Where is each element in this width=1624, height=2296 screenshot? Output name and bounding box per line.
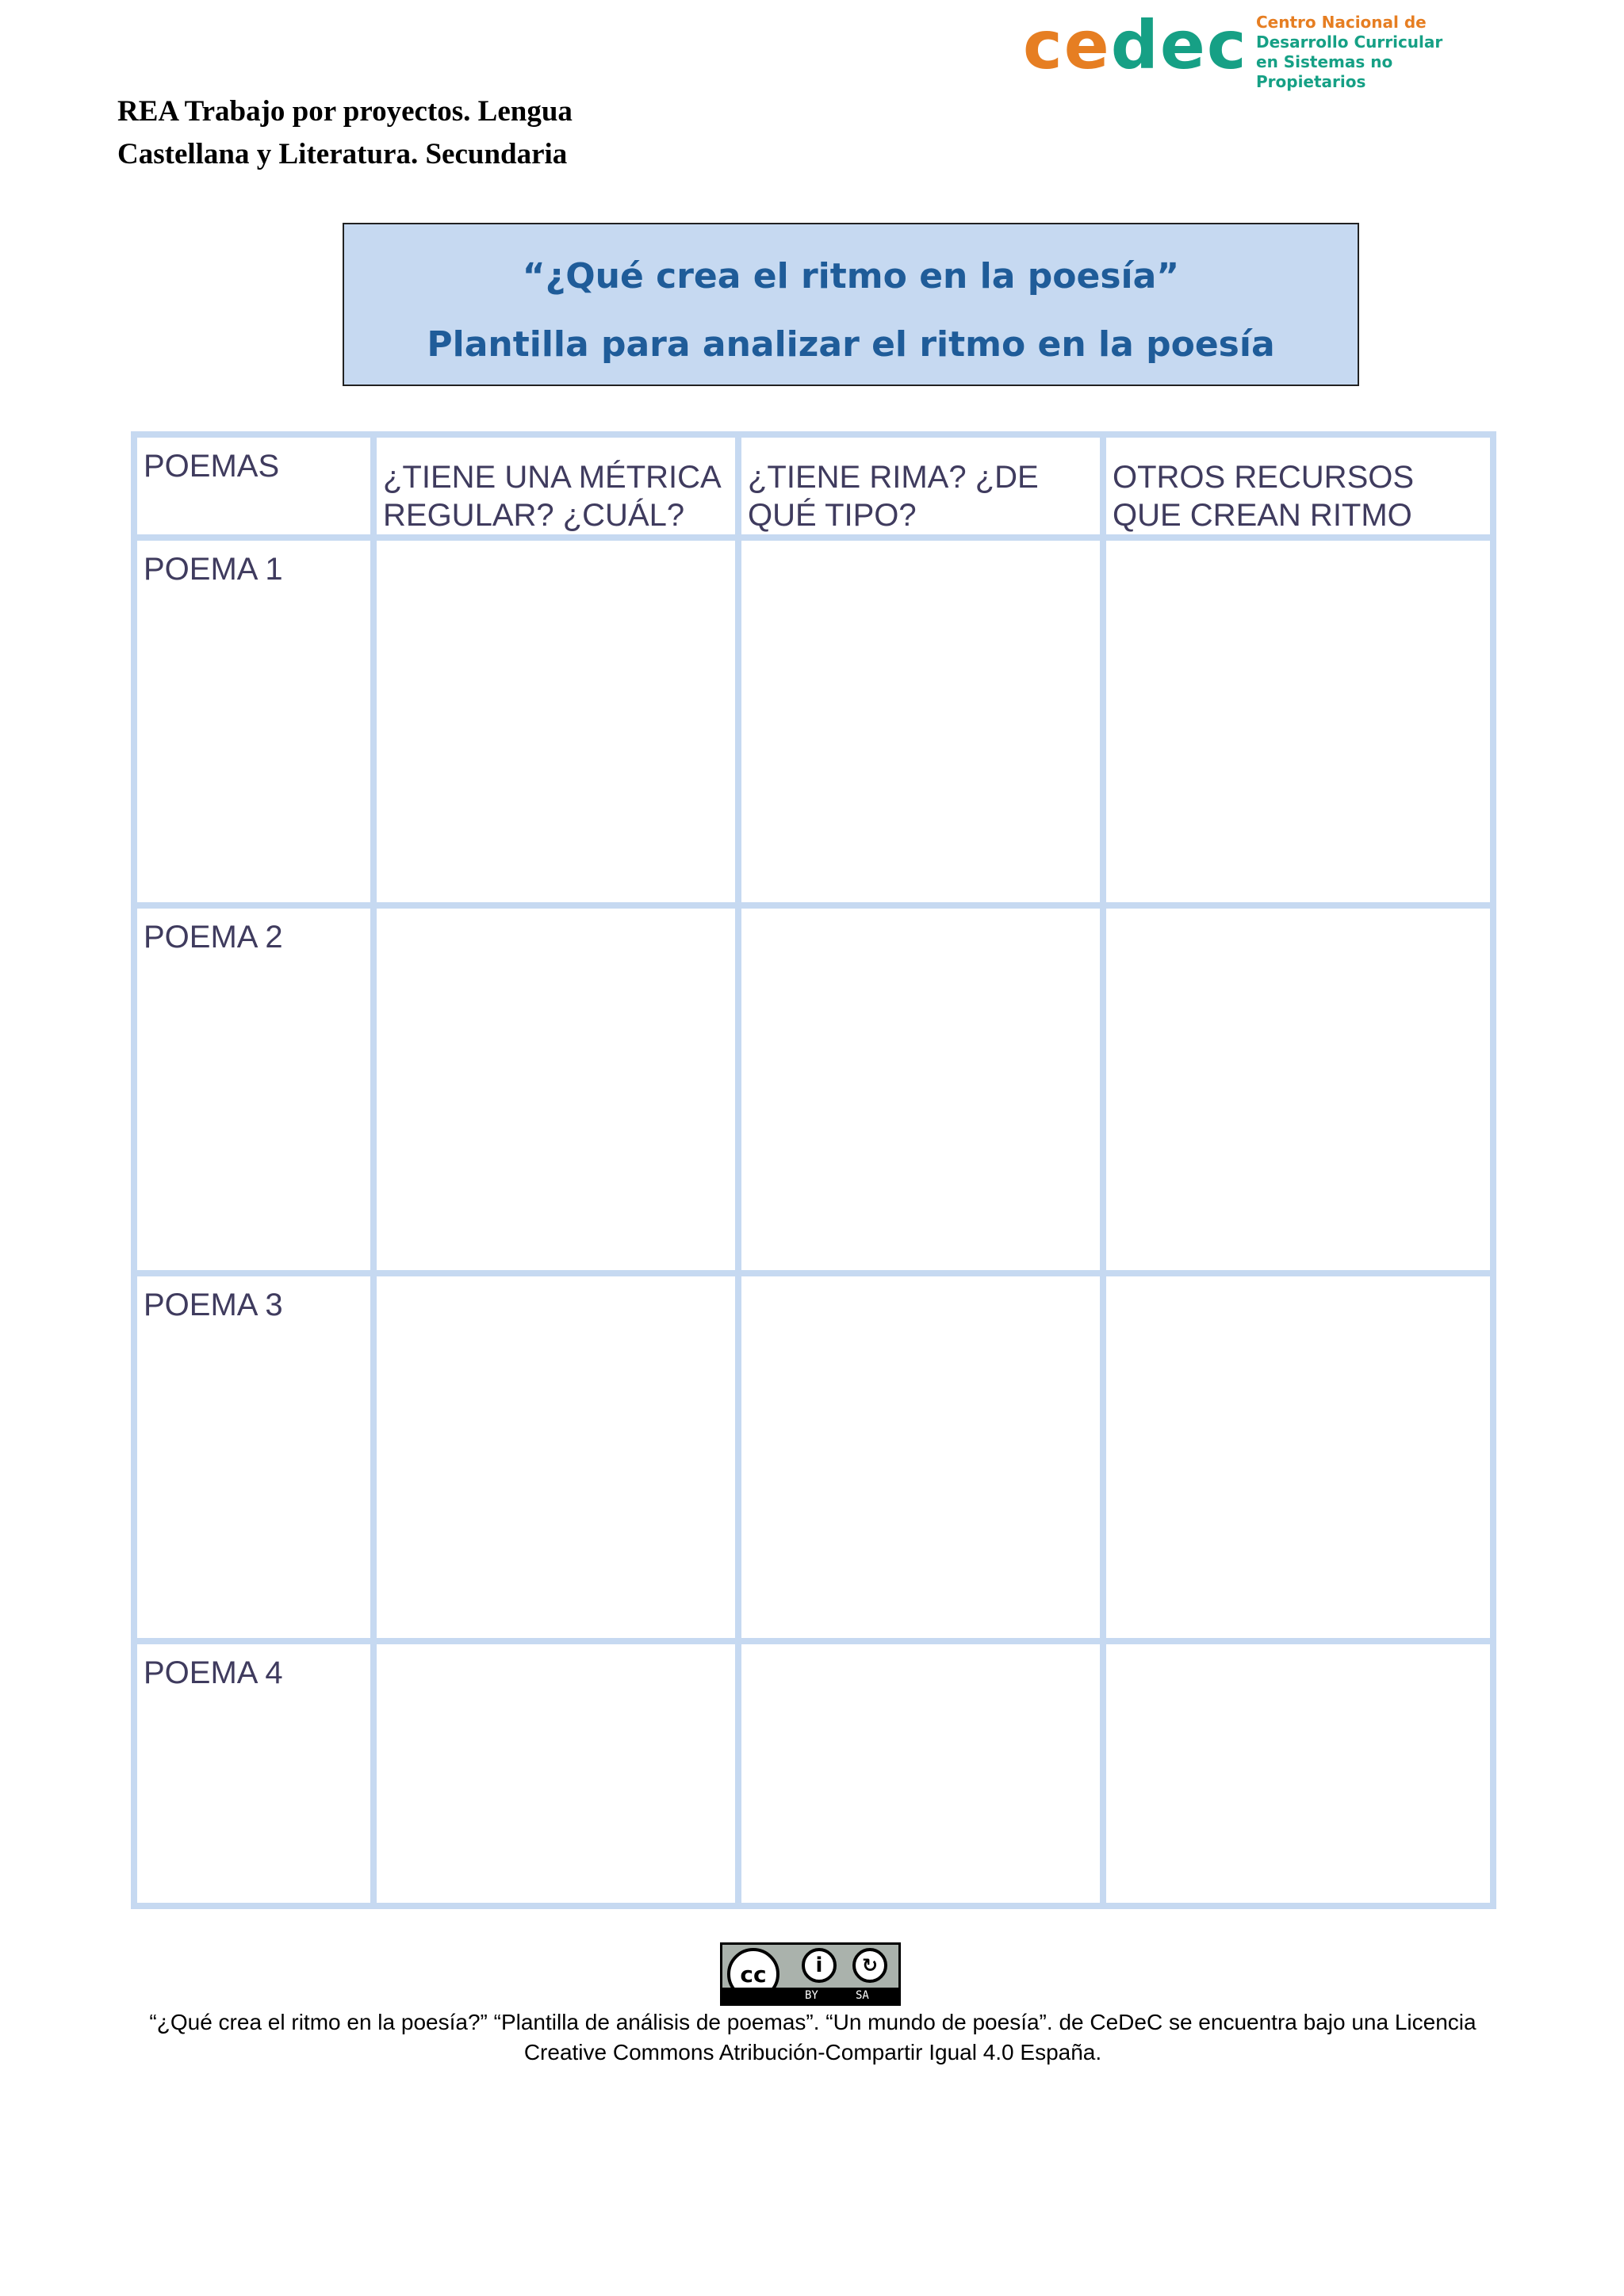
otros-cell[interactable] [1106,909,1490,1270]
cedec-wordmark: cedec [1023,6,1248,84]
badge-sa-label: SA [856,1989,869,2002]
otros-cell[interactable] [1106,1276,1490,1638]
cedec-tagline-line1: Centro Nacional de [1256,13,1427,32]
document-header [117,90,720,176]
document-header-line1: REA Trabajo por proyectos. Lengua [117,95,573,128]
table-row [137,909,1490,1270]
cedec-tagline [1256,13,1499,92]
table-row [137,1644,1490,1903]
table-row [137,541,1490,902]
analysis-table [131,431,1496,1909]
header-rima: ¿TIENE RIMA? ¿DE QUÉ TIPO? [741,438,1100,534]
rima-cell[interactable] [741,1276,1100,1638]
cedec-tagline-line3: en Sistemas no Propietarios [1256,52,1393,91]
metrica-cell[interactable] [377,1644,735,1903]
cc-icon: cc [727,1948,779,2000]
metrica-cell[interactable] [377,541,735,902]
header-metrica: ¿TIENE UNA MÉTRICA REGULAR? ¿CUÁL? [377,438,735,534]
cedec-tagline-line2: Desarrollo Curricular [1256,33,1443,52]
row-label: POEMA 2 [137,909,370,1270]
table-row [137,1276,1490,1638]
row-label: POEMA 4 [137,1644,370,1903]
row-label: POEMA 1 [137,541,370,902]
otros-cell[interactable] [1106,541,1490,902]
title-question: “¿Qué crea el ritmo en la poesía” [522,256,1180,297]
attribution-person-icon: i [802,1948,837,1983]
cc-badge-strip [722,1988,898,2003]
document-header-line2: Castellana y Literatura. Secundaria [117,138,568,170]
header-poemas: POEMAS [137,438,370,534]
rima-cell[interactable] [741,541,1100,902]
license-text [135,2007,1491,2068]
license-text-line1: “¿Qué crea el ritmo en la poesía?” “Plantilla de análisis de poemas”. “Un mundo de poesía”. de CeDeC se encuentra bajo una Licencia [149,2010,1477,2034]
title-subtitle: Plantilla para analizar el ritmo en la poesía [427,324,1275,365]
license-text-line2: Creative Commons Atribución-Compartir Igual 4.0 España. [523,2040,1102,2064]
table-header-row [137,438,1490,534]
share-alike-icon: ↻ [852,1948,887,1983]
header-otros-recursos: OTROS RECURSOS QUE CREAN RITMO [1106,438,1490,534]
metrica-cell[interactable] [377,909,735,1270]
cc-license-badge[interactable] [720,1942,901,2006]
row-label: POEMA 3 [137,1276,370,1638]
otros-cell[interactable] [1106,1644,1490,1903]
metrica-cell[interactable] [377,1276,735,1638]
title-box [343,223,1359,386]
rima-cell[interactable] [741,909,1100,1270]
cedec-logo [1023,6,1499,91]
badge-by-label: BY [805,1989,818,2002]
rima-cell[interactable] [741,1644,1100,1903]
